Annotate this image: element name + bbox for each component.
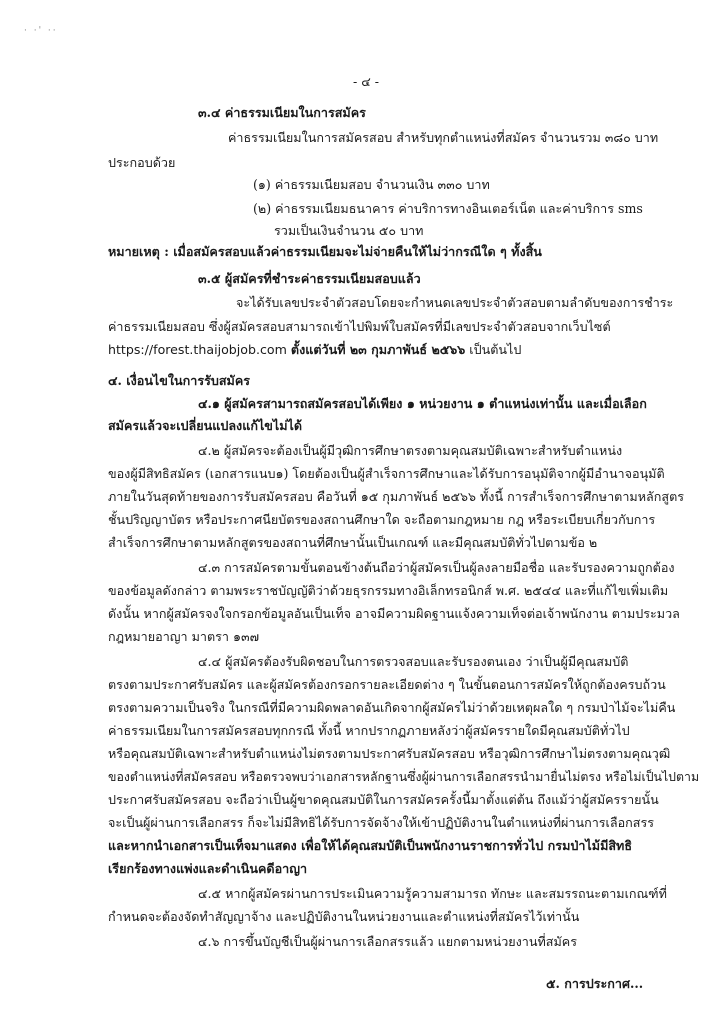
condition-4-4-line: ของตำแหน่งที่สมัครสอบ หรือตรวจพบว่าเอกสารหลักฐานซึ่งผู้ผ่านการเลือกสรรนำมายื่นไม่ตรง หรือไม่เป็นไปตาม [108,770,700,784]
condition-4-4-line: ค่าธรรมเนียมในการสมัครสอบทุกกรณี ทั้งนี้ หากปรากฏภายหลังว่าผู้สมัครรายใดมีคุณสมบัติทั่วไป [108,723,630,738]
condition-4-2-line: ของผู้มีสิทธิสมัคร (เอกสารแนบ๑) โดยต้องเป็นผู้สำเร็จการศึกษาและได้รับการอนุมัติจากผู้มีอำนาจอนุมัติ [108,466,665,481]
website-link[interactable]: https://forest.thaijobjob.com [108,342,287,357]
condition-4-3: ๔.๓ การสมัครตามขั้นตอนข้างต้นถือว่าผู้สมัครเป็นผู้ลงลายมือชื่อ และรับรองความถูกต้อง [198,560,675,575]
fee-item-2-cont: รวมเป็นเงินจำนวน ๕๐ บาท [274,223,424,238]
fee-note: หมายเหตุ : เมื่อสมัครสอบแล้วค่าธรรมเนียมจะไม่จ่ายคืนให้ไม่ว่ากรณีใด ๆ ทั้งสิ้น [108,244,542,259]
date-tail: เป็นต้นไป [469,342,522,357]
condition-4-4-line: ตรงตามประกาศรับสมัคร และผู้สมัครต้องกรอกรายละเอียดต่าง ๆ ในขั้นตอนการสมัครให้ถูกต้องครบถ้วน [108,677,666,692]
continuation-marker: ๕. การประกาศ... [546,976,644,991]
condition-4-3-line: ของข้อมูลดังกล่าว ตามพระราชบัญญัติว่าด้วยธุรกรรมทางอิเล็กทรอนิกส์ พ.ศ. ๒๕๔๔ และที่แก้ไขเพิ่มเติม [108,583,669,598]
condition-4-5-line: กำหนดจะต้องจัดทำสัญญาจ้าง และปฏิบัติงานในหน่วยงานและตำแหน่งที่สมัครไว้เท่านั้น [108,909,580,924]
condition-4-5: ๔.๕ หากผู้สมัครผ่านการประเมินความรู้ความสามารถ ทักษะ และสมรรถนะตามเกณฑ์ที่ [198,886,667,901]
section-4-heading: ๔. เงื่อนไขในการรับสมัคร [108,373,251,388]
section-3-5-line: จะได้รับเลขประจำตัวสอบโดยจะกำหนดเลขประจำตัวสอบตามลำดับของการชำระ [236,295,674,310]
condition-4-3-line: กฎหมายอาญา มาตรา ๑๓๗ [108,629,260,644]
condition-4-4-line: จะเป็นผู้ผ่านการเลือกสรร ก็จะไม่มีสิทธิได้รับการจัดจ้างให้เข้าปฏิบัติงานในตำแหน่งที่ผ่านการเลือกสรร [108,815,654,830]
section-3-5-line: ค่าธรรมเนียมสอบ ซึ่งผู้สมัครสอบสามารถเข้าไปพิมพ์ใบสมัครที่มีเลขประจำตัวสอบจากเว็บไซต์ [108,319,611,334]
page-number: - ๔ - [353,74,380,89]
condition-4-2: ๔.๒ ผู้สมัครจะต้องเป็นผู้มีวุฒิการศึกษาตรงตามคุณสมบัติเฉพาะสำหรับตำแหน่ง [198,443,623,458]
section-3-5-heading: ๓.๕ ผู้สมัครที่ชำระค่าธรรมเนียมสอบแล้ว [198,271,421,286]
section-3-4-line: ค่าธรรมเนียมในการสมัครสอบ สำหรับทุกตำแหน่งที่สมัคร จำนวนรวม ๓๘๐ บาท [228,130,659,145]
section-3-4-line: ประกอบด้วย [108,155,176,170]
fee-item-1: (๑) ค่าธรรมเนียมสอบ จำนวนเงิน ๓๓๐ บาท [253,177,490,192]
scan-mark: · ·' ·· [24,26,58,36]
condition-4-2-line: สำเร็จการศึกษาตามหลักสูตรของสถานที่ศึกษานั้นเป็นเกณฑ์ และมีคุณสมบัติทั่วไปตามข้อ ๒ [108,535,598,550]
section-3-4-heading: ๓.๔ ค่าธรรมเนียมในการสมัคร [198,105,366,120]
start-date: ตั้งแต่วันที่ ๒๓ กุมภาพันธ์ ๒๕๖๖ [290,342,466,357]
condition-4-4-line: และหากนำเอกสารเป็นเท็จมาแสดง เพื่อให้ได้คุณสมบัติเป็นพนักงานราชการทั่วไป กรมป่าไม้มีสิทธิ [108,838,633,853]
condition-4-2-line: ภายในวันสุดท้ายของการรับสมัครสอบ คือวันที่ ๑๕ กุมภาพันธ์ ๒๕๖๖ ทั้งนี้ การสำเร็จการศึกษาตามหลักสูตร [108,489,685,504]
condition-4-4-line: เรียกร้องทางแพ่งและดำเนินคดีอาญา [108,861,308,876]
section-3-5-line [108,342,521,358]
condition-4-6: ๔.๖ การขึ้นบัญชีเป็นผู้ผ่านการเลือกสรรแล้ว แยกตามหน่วยงานที่สมัคร [198,934,577,949]
condition-4-4: ๔.๔ ผู้สมัครต้องรับผิดชอบในการตรวจสอบและรับรองตนเอง ว่าเป็นผู้มีคุณสมบัติ [198,654,629,669]
condition-4-1: ๔.๑ ผู้สมัครสามารถสมัครสอบได้เพียง ๑ หน่วยงาน ๑ ตำแหน่งเท่านั้น และเมื่อเลือก [198,396,647,411]
condition-4-2-line: ชั้นปริญญาบัตร หรือประกาศนียบัตรของสถานศึกษาใด จะถือตามกฎหมาย กฎ หรือระเบียบเกี่ยวกับการ [108,512,656,527]
condition-4-4-line: หรือคุณสมบัติเฉพาะสำหรับตำแหน่งไม่ตรงตามประกาศรับสมัครสอบ หรือวุฒิการศึกษาไม่ตรงตามคุณวุฒิ [108,746,671,761]
condition-4-3-line: ดังนั้น หากผู้สมัครจงใจกรอกข้อมูลอันเป็นเท็จ อาจมีความผิดฐานแจ้งความเท็จต่อเจ้าพนักงาน ตามประมวล [108,606,680,621]
condition-4-4-line: ประกาศรับสมัครสอบ จะถือว่าเป็นผู้ขาดคุณสมบัติในการสมัครครั้งนี้มาตั้งแต่ต้น ถึงแม้ว่าผู้สมัครรายนั้น [108,792,659,807]
condition-4-4-line: ตรงตามความเป็นจริง ในกรณีที่มีความผิดพลาดอันเกิดจากผู้สมัครไม่ว่าด้วยเหตุผลใด ๆ กรมป่าไม้จะไม่คืน [108,700,676,715]
condition-4-1-cont: สมัครแล้วจะเปลี่ยนแปลงแก้ไขไม่ได้ [108,418,303,433]
fee-item-2: (๒) ค่าธรรมเนียมธนาคาร ค่าบริการทางอินเตอร์เน็ต และค่าบริการ sms [253,201,643,216]
